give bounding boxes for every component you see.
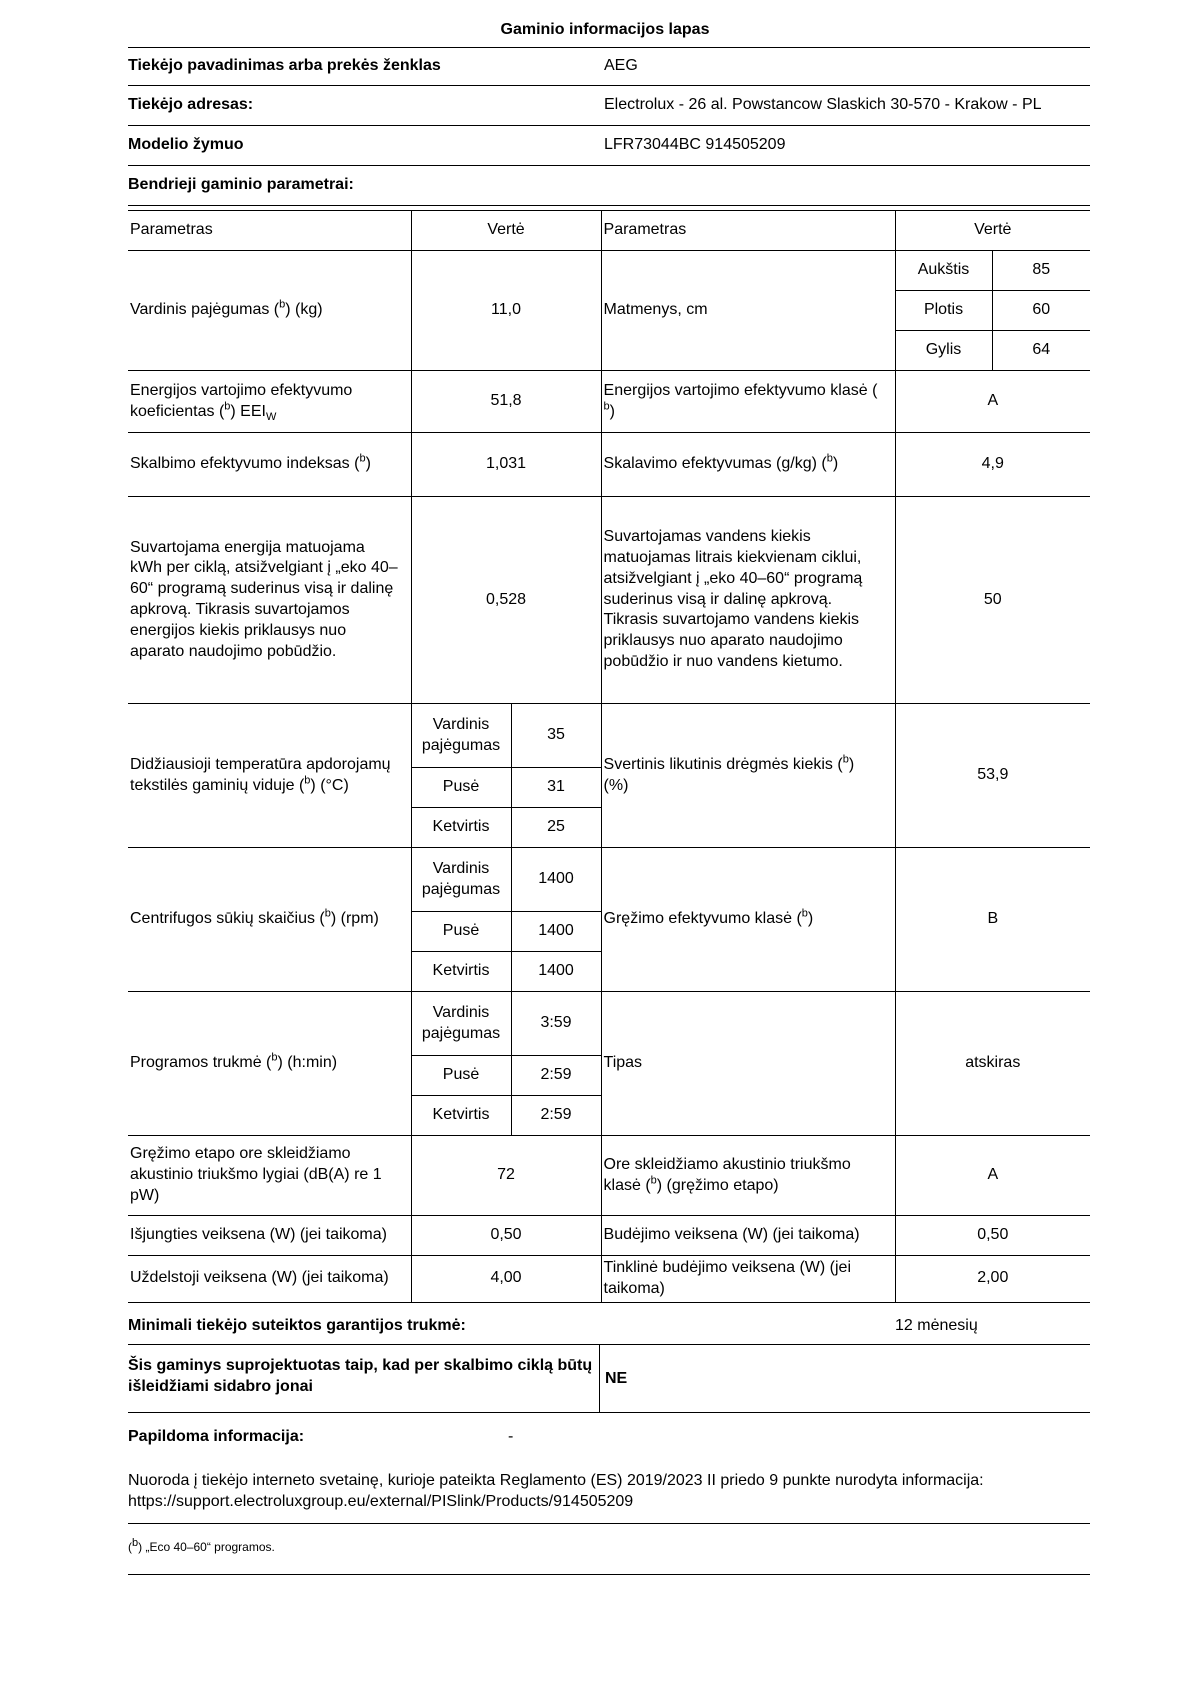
guarantee-value: 12 mėnesių (895, 1317, 978, 1334)
table-row (128, 992, 1090, 1056)
type-value: atskiras (895, 992, 1090, 1136)
duration-quarter-value: 2:59 (511, 1096, 601, 1136)
standby-value: 0,50 (895, 1216, 1090, 1256)
spin-class-label: Gręžimo efektyvumo klasė ($^b$) (601, 848, 895, 992)
guarantee-label: Minimali tiekėjo suteiktos garantijos trukmė: (128, 1317, 466, 1334)
energy-class-value: A (895, 371, 1090, 433)
divider (128, 1412, 1090, 1413)
additional-info-value: - (508, 1428, 514, 1445)
duration-label: Programos trukmė ($^b$) (h:min) (128, 992, 411, 1136)
spin-class-value: B (895, 848, 1090, 992)
table-row (128, 848, 1090, 912)
rinsing-label: Skalavimo efektyvumas (g/kg) ($^b$) (601, 433, 895, 497)
rinsing-value: 4,9 (895, 433, 1090, 497)
divider (128, 1344, 1090, 1345)
depth-label: Gylis (895, 331, 992, 371)
supplier-label: Tiekėjo pavadinimas arba prekės ženklas (128, 48, 602, 86)
delay-start-label: Uždelstoji veiksena (W) (jei taikoma) (128, 1256, 411, 1303)
load-half-label: Pusė (411, 912, 511, 952)
header-param-2: Parametras (601, 211, 895, 251)
address-label: Tiekėjo adresas: (128, 86, 602, 126)
off-mode-value: 0,50 (411, 1216, 601, 1256)
max-temp-half-value: 31 (511, 768, 601, 808)
header-value-1: Vertė (411, 211, 601, 251)
website-reference: Nuoroda į tiekėjo interneto svetainę, kurioje pateikta Reglamento (ES) 2019/2023 II priedo 9 punkte nurodyta informacija: https://support.electroluxgroup.eu/external/PISlink/Products/914505209 (128, 1472, 984, 1510)
table-row (128, 371, 1090, 433)
moisture-label: Svertinis likutinis drėgmės kiekis ($^b$) (%) (601, 704, 895, 848)
header-param-1: Parametras (128, 211, 411, 251)
divider (128, 1523, 1090, 1524)
supplier-info-table (128, 47, 1090, 206)
height-label: Aukštis (895, 251, 992, 291)
water-consumption-label: Suvartojamas vandens kiekis matuojamas litrais kiekvienam ciklui, atsižvelgiant į „eko 40–60“ programą suderinus visą ir dalinę apkrovą. Tikrasis suvartojamo vandens kiekis priklausys nuo aparato naudojimo pobūdžio ir nuo vandens kietumo. (601, 497, 895, 704)
noise-class-value: A (895, 1136, 1090, 1216)
general-heading: Bendrieji gaminio parametrai: (128, 166, 1090, 206)
energy-consumption-label: Suvartojama energija matuojama kWh per ciklą, atsižvelgiant į „eko 40– 60“ programą suderinus visą ir dalinę apkrovą. Tikrasis suvartojamos energijos kiekis priklausys nuo aparato naudojimo pobūdžio. (128, 497, 411, 704)
website-link[interactable]: https://support.electroluxgroup.eu/external/PISlink/Products/914505209 (128, 1492, 634, 1510)
type-label: Tipas (601, 992, 895, 1136)
duration-rated-value: 3:59 (511, 992, 601, 1056)
load-half-label: Pusė (411, 768, 511, 808)
address-value: Electrolux - 26 al. Powstancow Slaskich 30-570 - Krakow - PL (602, 86, 1090, 126)
noise-class-label: Ore skleidžiamo akustinio triukšmo klasė ($^b$) (gręžimo etapo) (601, 1136, 895, 1216)
water-consumption-value: 50 (895, 497, 1090, 704)
rated-capacity-value: 11,0 (411, 251, 601, 371)
load-rated-label: Vardinis pajėgumas (411, 992, 511, 1056)
table-row (128, 1256, 1090, 1303)
duration-half-value: 2:59 (511, 1056, 601, 1096)
table-row (128, 251, 1090, 291)
load-rated-label: Vardinis pajėgumas (411, 848, 511, 912)
noise-value: 72 (411, 1136, 601, 1216)
spin-speed-quarter-value: 1400 (511, 952, 601, 992)
table-row (128, 1216, 1090, 1256)
model-label: Modelio žymuo (128, 126, 602, 166)
divider (128, 1574, 1090, 1575)
dimensions-label: Matmenys, cm (601, 251, 895, 371)
spin-speed-label: Centrifugos sūkių skaičius ($^b$) (rpm) (128, 848, 411, 992)
depth-value: 64 (992, 331, 1090, 371)
max-temp-quarter-value: 25 (511, 808, 601, 848)
table-row (128, 1136, 1090, 1216)
eei-value: 51,8 (411, 371, 601, 433)
spin-speed-rated-value: 1400 (511, 848, 601, 912)
rated-capacity-label: Vardinis pajėgumas ($^b$) (kg) (128, 251, 411, 371)
max-temp-label: Didžiausioji temperatūra apdorojamų tekstilės gaminių viduje ($^b$) (°C) (128, 704, 411, 848)
parameters-table (128, 210, 1090, 1303)
delay-start-value: 4,00 (411, 1256, 601, 1303)
table-row (128, 497, 1090, 704)
washing-index-value: 1,031 (411, 433, 601, 497)
table-header-row (128, 211, 1090, 251)
header-value-2: Vertė (895, 211, 1090, 251)
network-standby-label: Tinklinė budėjimo veiksena (W) (jei taikoma) (601, 1256, 895, 1303)
supplier-value: AEG (602, 48, 1090, 86)
max-temp-rated-value: 35 (511, 704, 601, 768)
page-title: Gaminio informacijos lapas (500, 21, 710, 38)
load-quarter-label: Ketvirtis (411, 808, 511, 848)
network-standby-value: 2,00 (895, 1256, 1090, 1303)
standby-label: Budėjimo veiksena (W) (jei taikoma) (601, 1216, 895, 1256)
height-value: 85 (992, 251, 1090, 291)
energy-consumption-value: 0,528 (411, 497, 601, 704)
moisture-value: 53,9 (895, 704, 1090, 848)
noise-label: Gręžimo etapo ore skleidžiamo akustinio triukšmo lygiai (dB(A) re 1 pW) (128, 1136, 411, 1216)
washing-index-label: Skalbimo efektyvumo indeksas ($^b$) (128, 433, 411, 497)
width-label: Plotis (895, 291, 992, 331)
silver-label: Šis gaminys suprojektuotas taip, kad per skalbimo ciklą būtų išleidžiami sidabro jonai (128, 1357, 593, 1395)
load-half-label: Pusė (411, 1056, 511, 1096)
additional-info-label: Papildoma informacija: (128, 1428, 305, 1445)
eei-label: Energijos vartojimo efektyvumo koeficientas ($^b$) $EEI_W$ (128, 371, 411, 433)
spin-speed-half-value: 1400 (511, 912, 601, 952)
energy-class-label: Energijos vartojimo efektyvumo klasė ( $^b$) (601, 371, 895, 433)
table-row (128, 704, 1090, 768)
model-value: LFR73044BC 914505209 (602, 126, 1090, 166)
load-rated-label: Vardinis pajėgumas (411, 704, 511, 768)
divider (599, 1344, 600, 1412)
off-mode-label: Išjungties veiksena (W) (jei taikoma) (128, 1216, 411, 1256)
silver-value: NE (605, 1370, 628, 1387)
width-value: 60 (992, 291, 1090, 331)
load-quarter-label: Ketvirtis (411, 1096, 511, 1136)
table-row (128, 433, 1090, 497)
load-quarter-label: Ketvirtis (411, 952, 511, 992)
footnote: ($^b$) „Eco 40–60“ programos. (128, 1537, 275, 1554)
